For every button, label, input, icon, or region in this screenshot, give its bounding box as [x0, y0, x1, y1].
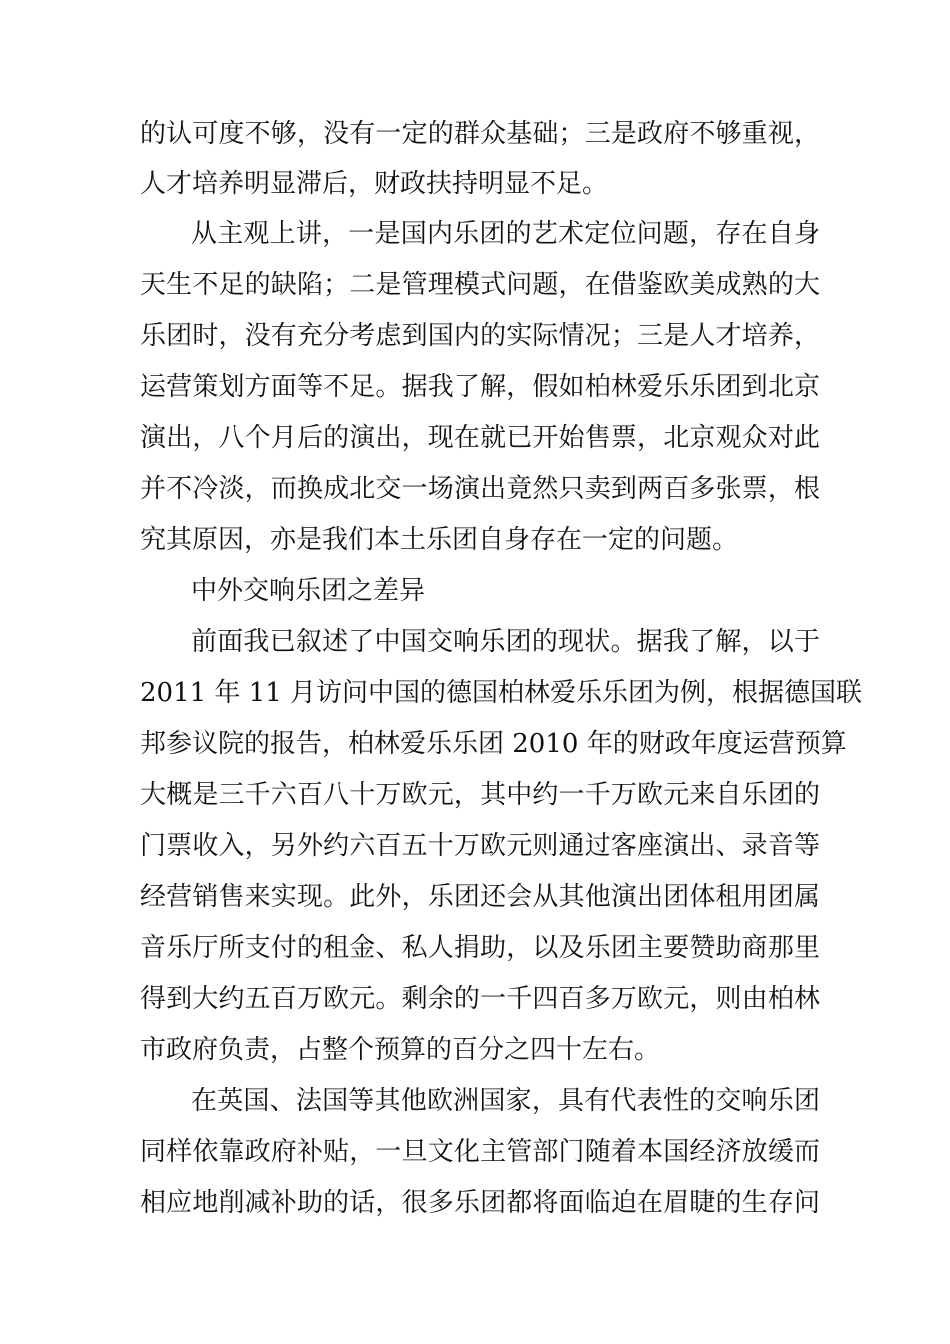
text-line: 相应地削减补助的话，很多乐团都将面临迫在眉睫的生存问	[140, 1188, 820, 1218]
text-line: 运营策划方面等不足。据我了解，假如柏林爱乐乐团到北京	[140, 372, 820, 402]
paragraph-first-line: 从主观上讲，一是国内乐团的艺术定位问题，存在自身	[191, 219, 820, 249]
paragraph-first-line: 前面我已叙述了中国交响乐团的现状。据我了解，以于	[191, 627, 820, 657]
text-line: 2011 年 11 月访问中国的德国柏林爱乐乐团为例，根据德国联	[140, 678, 863, 708]
text-line: 同样依靠政府补贴，一旦文化主管部门随着本国经济放缓而	[140, 1137, 820, 1167]
text-line: 音乐厅所支付的租金、私人捐助，以及乐团主要赞助商那里	[140, 933, 820, 963]
text-line: 究其原因，亦是我们本土乐团自身存在一定的问题。	[140, 525, 739, 555]
text-line: 演出，八个月后的演出，现在就已开始售票，北京观众对此	[140, 423, 820, 453]
text-line: 门票收入，另外约六百五十万欧元则通过客座演出、录音等	[140, 831, 820, 861]
text-line: 并不冷淡，而换成北交一场演出竟然只卖到两百多张票，根	[140, 474, 820, 504]
text-line: 经营销售来实现。此外，乐团还会从其他演出团体租用团属	[140, 882, 820, 912]
text-line: 得到大约五百万欧元。剩余的一千四百多万欧元，则由柏林	[140, 984, 820, 1014]
text-line: 人才培养明显滞后，财政扶持明显不足。	[140, 169, 609, 199]
text-line: 天生不足的缺陷；二是管理模式问题，在借鉴欧美成熟的大	[140, 270, 820, 300]
text-line: 的认可度不够，没有一定的群众基础；三是政府不够重视，	[140, 119, 820, 149]
text-line: 邦参议院的报告，柏林爱乐乐团 2010 年的财政年度运营预算	[140, 729, 847, 759]
text-line: 市政府负责，占整个预算的百分之四十左右。	[140, 1035, 661, 1065]
text-line: 乐团时，没有充分考虑到国内的实际情况；三是人才培养，	[140, 321, 820, 351]
text-line: 大概是三千六百八十万欧元，其中约一千万欧元来自乐团的	[140, 780, 820, 810]
paragraph-first-line: 在英国、法国等其他欧洲国家，具有代表性的交响乐团	[191, 1086, 820, 1116]
section-heading: 中外交响乐团之差异	[191, 576, 426, 606]
